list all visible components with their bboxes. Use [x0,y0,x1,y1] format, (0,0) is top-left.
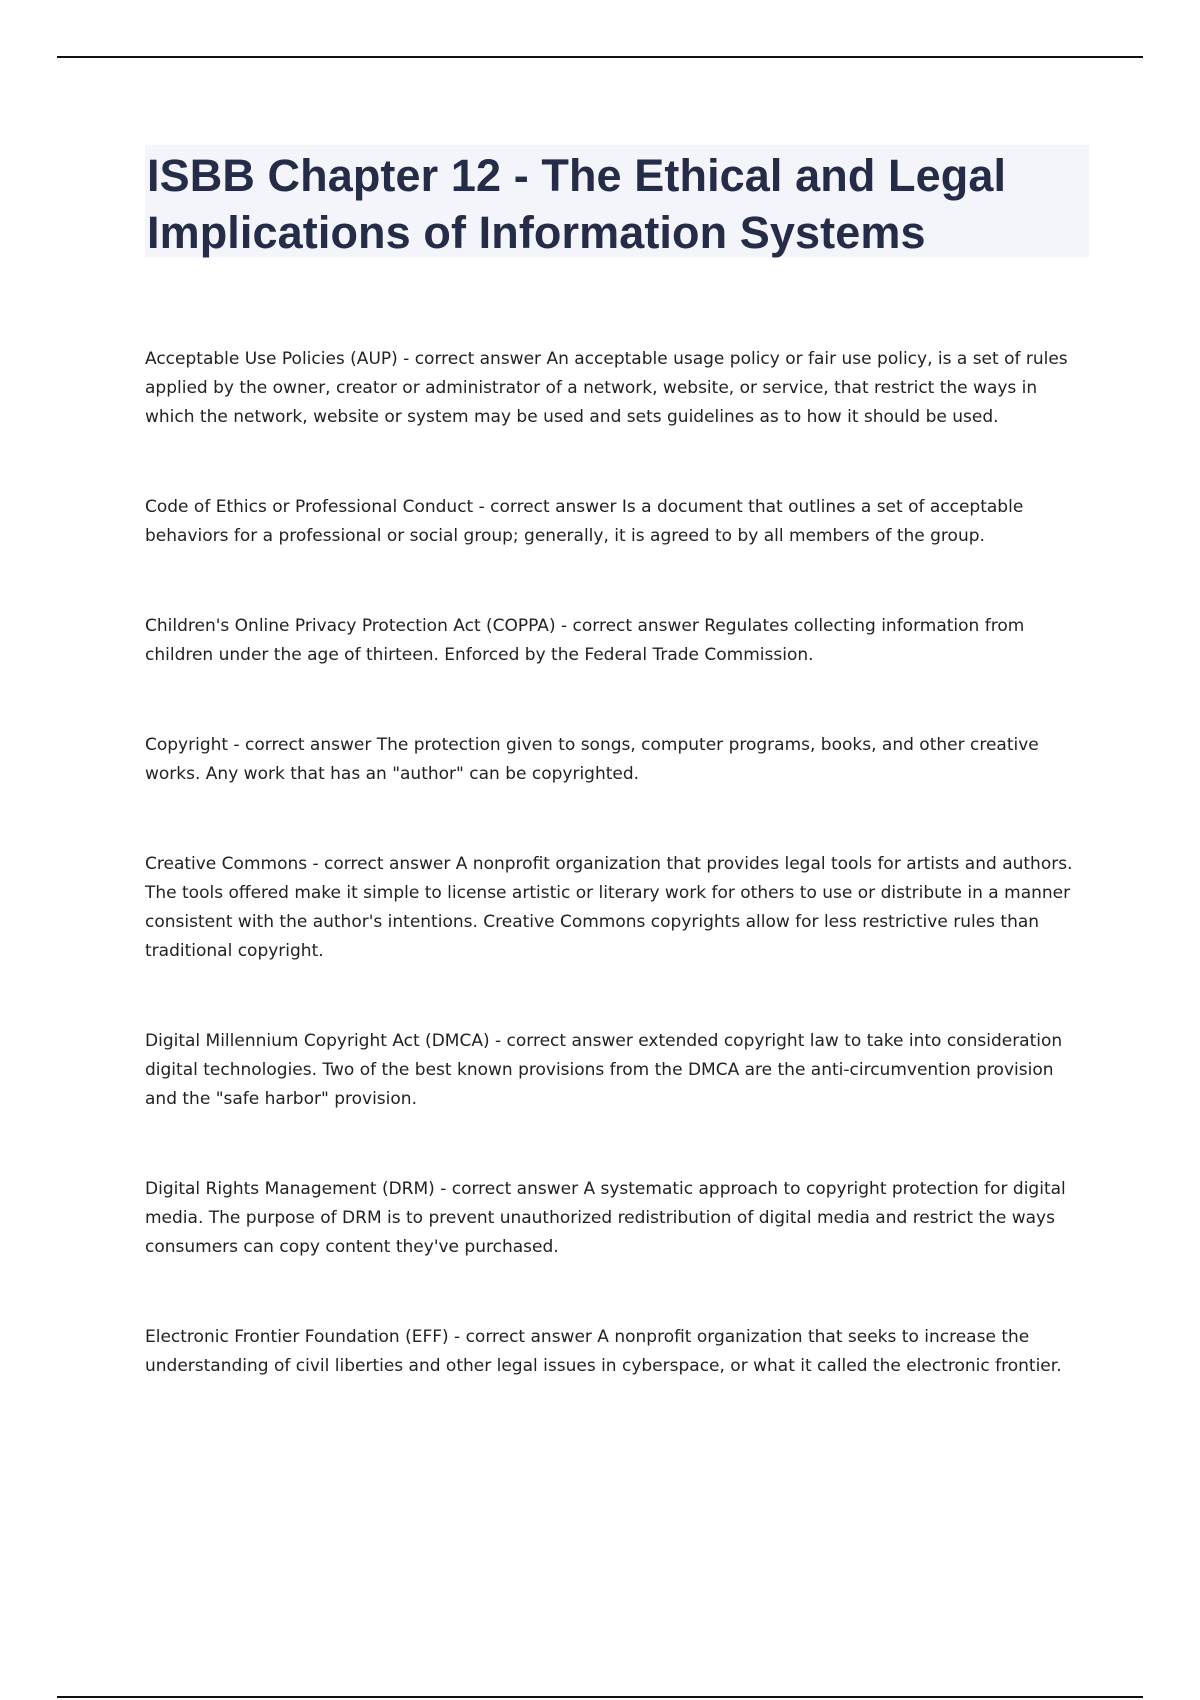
entry-eff: Electronic Frontier Foundation (EFF) - correct answer A nonprofit organization that seeks to increase the understanding of civil liberties and other legal issues in cyberspace, or what it called the electronic frontier. [145,1327,1062,1376]
entry-coppa: Children's Online Privacy Protection Act (COPPA) - correct answer Regulates collecting information from children under the age of thirteen. Enforced by the Federal Trade Commission. [145,616,1025,665]
top-divider [57,56,1143,58]
entry-dmca: Digital Millennium Copyright Act (DMCA) - correct answer extended copyright law to take into consideration digital technologies. Two of the best known provisions from the DMCA are the anti-circumvention provision and the "safe harbor" provision. [145,1031,1063,1109]
title-banner [145,145,1089,257]
entry-drm: Digital Rights Management (DRM) - correct answer A systematic approach to copyright protection for digital media. The purpose of DRM is to prevent unauthorized redistribution of digital media and restrict the ways consumers can copy content they've purchased. [145,1179,1066,1257]
entry-copyright: Copyright - correct answer The protection given to songs, computer programs, books, and other creative works. Any work that has an "author" can be copyrighted. [145,735,1039,784]
document-title: ISBB Chapter 12 - The Ethical and Legal Implications of Information Systems [147,150,1007,258]
entry-code-of-ethics: Code of Ethics or Professional Conduct - correct answer Is a document that outlines a set of acceptable behaviors for a professional or social group; generally, it is agreed to by all members of the group. [145,497,1024,546]
entry-creative-commons: Creative Commons - correct answer A nonprofit organization that provides legal tools for artists and authors. The tools offered make it simple to license artistic or literary work for others to use or distribute in a manner consistent with the author's intentions. Creative Commons copyrights allow for less restrictive rules than traditional copyright. [145,854,1073,961]
entry-aup: Acceptable Use Policies (AUP) - correct answer An acceptable usage policy or fair use policy, is a set of rules applied by the owner, creator or administrator of a network, website, or service, that restrict the ways in which the network, website or system may be used and sets guidelines as to how it should be used. [145,349,1068,427]
entry-list [145,345,1085,1381]
bottom-divider [57,1696,1143,1698]
